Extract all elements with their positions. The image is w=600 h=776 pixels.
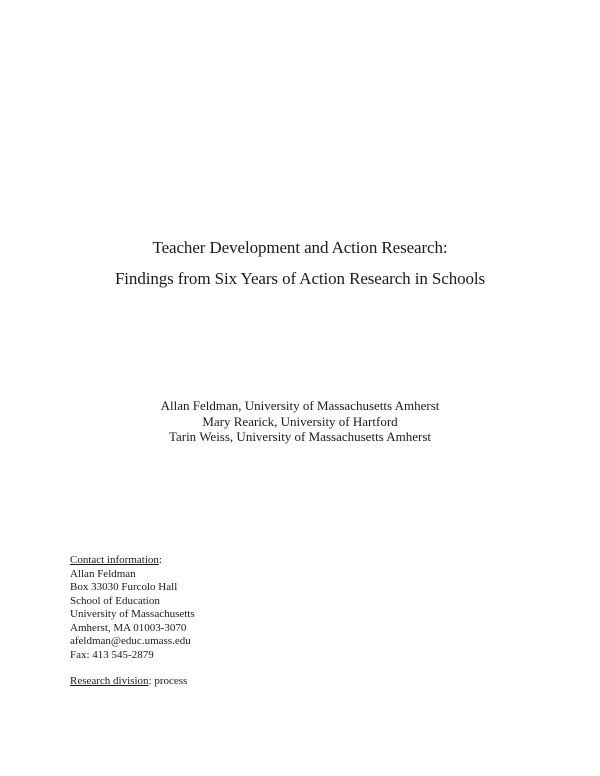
author-3: Tarin Weiss, University of Massachusetts Amherst — [168, 429, 432, 444]
contact-email: afeldman@educ.umass.edu — [70, 635, 191, 647]
research-division-label: Research division — [70, 675, 149, 687]
contact-heading-colon: : — [158, 554, 162, 566]
research-division-separator: : — [148, 675, 155, 687]
contact-heading — [70, 554, 370, 568]
contact-city: Amherst, MA 01003-3070 — [70, 621, 187, 634]
contact-fax: Fax: 413 545-2879 — [70, 648, 154, 661]
contact-university: University of Massachusetts — [70, 608, 195, 620]
contact-block — [70, 554, 370, 689]
author-2: Mary Rearick, University of Hartford — [202, 413, 398, 429]
contact-name: Allan Feldman — [70, 567, 136, 580]
authors-block — [0, 398, 600, 445]
research-division-value: process — [154, 675, 188, 687]
contact-box: Box 33030 Furcolo Hall — [70, 581, 178, 593]
contact-heading-label: Contact information — [70, 554, 159, 566]
research-division — [70, 675, 370, 689]
contact-school: School of Education — [70, 594, 160, 607]
title-line-2: Findings from Six Years of Action Research in Schools — [114, 269, 486, 288]
title-block — [0, 232, 600, 294]
title-line-1: Teacher Development and Action Research: — [152, 238, 448, 257]
author-1: Allan Feldman, University of Massachusetts Amherst — [160, 398, 440, 413]
